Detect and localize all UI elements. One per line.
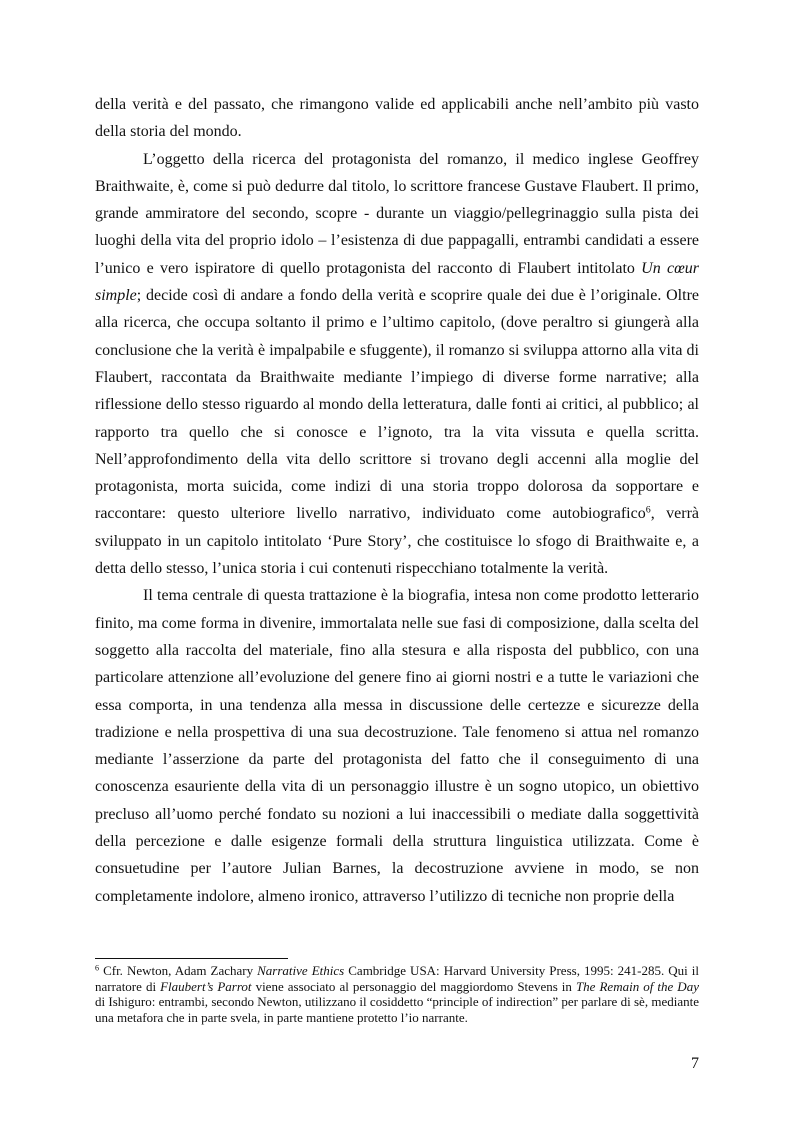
- footnote: [95, 963, 699, 1025]
- body-text: [95, 91, 699, 910]
- footnote-text-4: di Ishiguro: entrambi, secondo Newton, utilizzano il cosiddetto “principle of indirection” per parlare di sè, mediante una metafora che in parte svela, in parte mantiene protetto l’io narrante.: [95, 994, 699, 1025]
- footnote-number: 6: [95, 963, 100, 973]
- page-number: 7: [691, 1055, 699, 1072]
- footnote-title-remain-of-the-day: The Remain of the Day: [575, 978, 699, 994]
- paragraph-2-text-a: L’oggetto della ricerca del protagonista del romanzo, il medico inglese Geoffrey Braithwaite, è, come si può dedurre dal titolo, lo scrittore francese Gustave Flaubert. Il primo, grande ammiratore del secondo, scopre - durante un viaggio/pellegrinaggio sulla pista dei luoghi della vita del proprio idolo – l’esistenza di due pappagalli, entrambi candidati a essere l’unico e vero ispiratore di quello protagonista del racconto di Flaubert intitolato: [95, 150, 699, 277]
- footnote-text-1: Cfr. Newton, Adam Zachary: [99, 963, 258, 978]
- paragraph-2: [95, 146, 699, 583]
- footnote-text-3: viene associato al personaggio del maggiordomo Stevens in: [251, 978, 576, 994]
- paragraph-2-text-c: , verrà sviluppato in un capitolo intitolato ‘Pure Story’, che costituisce lo sfogo di Braithwaite e, a detta dello stesso, l’unica storia i cui contenuti rispecchiano totalmente la verità.: [95, 505, 700, 578]
- footnote-title-flauberts-parrot: Flaubert’s Parrot: [160, 978, 252, 994]
- paragraph-3: [95, 582, 699, 910]
- footnote-text-2: Cambridge USA: Harvard University Press, 1995: 241-285. Qui il narratore di: [95, 963, 700, 994]
- paragraph-1: [95, 91, 699, 146]
- footnote-title-narrative-ethics: Narrative Ethics: [257, 963, 345, 978]
- paragraph-2-text-b: ; decide così di andare a fondo della verità e scoprire quale dei due è l’originale. Oltre alla ricerca, che occupa soltanto il primo e l’ultimo capitolo, (dove peraltro si giungerà alla conclusione che la verità è impalpabile e sfuggente), il romanzo si sviluppa attorno alla vita di Flaubert, raccontata da Braithwaite mediante l’impiego di diverse forme narrative; alla riflessione dello stesso riguardo al mondo della letteratura, dalle fonti ai critici, al pubblico; al rapporto tra quello che si conosce e l’ignoto, tra la vita vissuta e quella scritta. Nell’approfondimento della vita dello scrittore si trovano degli accenni alla moglie del protagonista, morta suicida, come indizi di una storia troppo dolorosa da sopportare e raccontare: questo ulteriore livello narrativo, individuato come autobiografico: [95, 287, 699, 523]
- book-title-un-coeur-simple: Un cœur simple: [95, 259, 699, 305]
- paragraph-3-text: Il tema centrale di questa trattazione è la biografia, intesa non come prodotto letterario finito, ma come forma in divenire, immortalata nelle sue fasi di composizione, dalla scelta del soggetto alla raccolta del materiale, fino alla stesura e alla risposta del pubblico, con una particolare attenzione all’evoluzione del genere fino ai giorni nostri e a tutte le variazioni che essa comporta, in una tendenza alla messa in discussione delle certezze e sicurezze della tradizione e nella prospettiva di una sua decostruzione. Tale fenomeno si attua nel romanzo mediante l’asserzione da parte del protagonista del fatto che il conseguimento di una conoscenza esauriente della vita di un personaggio illustre è un sogno utopico, un obiettivo precluso all’uomo perché fondato su nozioni a lui inaccessibili o mediate dalla soggettività della percezione e dalle esigenze formali della struttura linguistica utilizzata. Come è consuetudine per l’autore Julian Barnes, la decostruzione avviene in modo, se non completamente indolore, almeno ironico, attraverso l’utilizzo di tecniche non proprie della: [95, 587, 699, 905]
- footnote-reference[interactable]: 6: [645, 505, 651, 516]
- footnote-separator: [95, 958, 288, 959]
- footnote-6: [95, 963, 699, 1025]
- paragraph-1-text: della verità e del passato, che rimangono valide ed applicabili anche nell’ambito più vasto della storia del mondo.: [95, 96, 699, 141]
